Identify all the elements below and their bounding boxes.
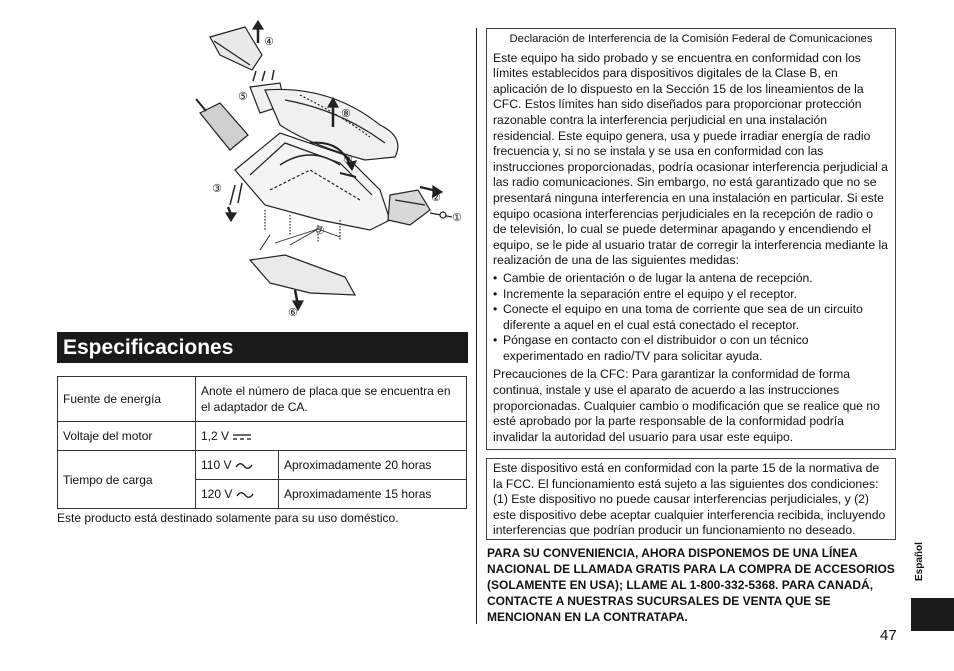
power-value: Anote el número de placa que se encuentra en el adaptador de CA. <box>196 377 467 422</box>
table-row <box>58 451 467 480</box>
fcc-title: Declaración de Interferencia de la Comisión Federal de Comunicaciones <box>509 33 873 45</box>
charge-voltage: 120 V <box>201 487 233 501</box>
charge-label: Tiempo de carga <box>58 451 196 509</box>
callout-4: ④ <box>264 35 274 48</box>
part15-compliance-box <box>486 458 896 540</box>
language-label: Español <box>914 542 925 581</box>
ac-symbol-icon <box>236 490 254 500</box>
callout-6: ⑥ <box>288 306 298 319</box>
specifications-heading: Especificaciones <box>57 332 468 363</box>
ac-symbol-icon <box>235 461 253 471</box>
fcc-measures-list <box>493 271 889 365</box>
table-row <box>58 377 467 422</box>
part15-text: Este dispositivo está en conformidad con la parte 15 de la normativa de la FCC. El funcionamiento está sujeto a las siguientes dos condiciones: (1) Este dispositivo no puede causar interferencias perjudiciales, y (2) este dispositivo debe aceptar cualquier interferencia recibida, incluyendo interferencias que podrían producir un funcionamiento no deseado. <box>493 461 886 538</box>
dc-symbol-icon <box>232 432 252 442</box>
domestic-use-note: Este producto está destinado solamente para su uso doméstico. <box>57 511 399 525</box>
motor-label: Voltaje del motor <box>58 422 196 451</box>
disassembly-diagram <box>190 15 480 320</box>
callout-7: ⑦ <box>315 224 325 237</box>
accessories-notice: PARA SU CONVENIENCIA, AHORA DISPONEMOS DE UNA LÍNEA NACIONAL DE LLAMADA GRATIS PARA LA COMPRA DE ACCESORIOS (SOLAMENTE EN USA); LLAME AL 1-800-332-5368. PARA CANADÁ, CONTACTE A NUESTRAS SUCURSALES DE VENTA QUE SE MENCIONAN EN LA CONTRATAPA. <box>487 546 895 624</box>
list-item: • Incremente la separación entre el equipo y el receptor. <box>493 287 889 303</box>
list-item: • Conecte el equipo en una toma de corriente que sea de un circuito diferente a aquel en el cual está conectado el receptor. <box>493 302 889 333</box>
column-divider <box>476 28 477 624</box>
language-tab <box>911 598 954 631</box>
charge-time: Aproximadamente 15 horas <box>279 480 467 509</box>
fcc-caution: Precauciones de la CFC: Para garantizar la conformidad de forma continua, instale y use el aparato de acuerdo a las instrucciones proporcionadas. Cualquier cambio o modificación que se realice que no esté aprobado por la parte responsable de la conformidad podría invalidar la autoridad del usuario para usar este equipo. <box>493 367 880 444</box>
blade-cap-shape <box>210 27 262 70</box>
callout-5: ⑤ <box>238 90 248 103</box>
charge-voltage: 110 V <box>201 458 232 472</box>
motor-value: 1,2 V <box>201 429 230 443</box>
list-item: • Cambie de orientación o de lugar la antena de recepción. <box>493 271 889 287</box>
fcc-statement-box <box>486 28 896 450</box>
specifications-table <box>57 376 467 509</box>
power-label: Fuente de energía <box>58 377 196 422</box>
charge-voltage-cell <box>196 451 279 480</box>
motor-value-cell <box>196 422 467 451</box>
callout-3: ③ <box>212 182 222 195</box>
list-item: • Póngase en contacto con el distribuidor o con un técnico experimentado en radio/TV para solicitar ayuda. <box>493 333 889 364</box>
callout-9: ⑨ <box>343 153 353 166</box>
table-row <box>58 422 467 451</box>
charge-voltage-cell <box>196 480 279 509</box>
fcc-body: Este equipo ha sido probado y se encuentra en conformidad con los límites establecidos para dispositivos digitales de la Clase B, en aplicación de lo dispuesto en la Sección 15 de los lineamientos de la CFC. Estos límites han sido diseñados para proporcionar protección razonable contra la interferencia perjudicial en una instalación residencial. Este equipo genera, usa y puede irradiar energía de radio frecuencia y, si no se instala y se usa en conformidad con las instrucciones proporcionadas, podría ocasionar interferencia perjudicial a las radio comunicaciones. Sin embargo, no está garantizado que no se presentará ninguna interferencia en una instalación en particular. Si este equipo ocasiona interferencias perjudiciales en la recepción de radio o de televisión, lo cual se puede determinar apagando y encendiendo el equipo, se le pide al usuario tratar de corregir la interferencia mediante la realización de una de las siguientes medidas: <box>493 50 888 268</box>
charge-time: Aproximadamente 20 horas <box>279 451 467 480</box>
page-number: 47 <box>880 627 897 644</box>
callout-1: ① <box>452 211 462 224</box>
callout-8: ⑧ <box>341 107 351 120</box>
callout-2: ② <box>431 191 441 204</box>
